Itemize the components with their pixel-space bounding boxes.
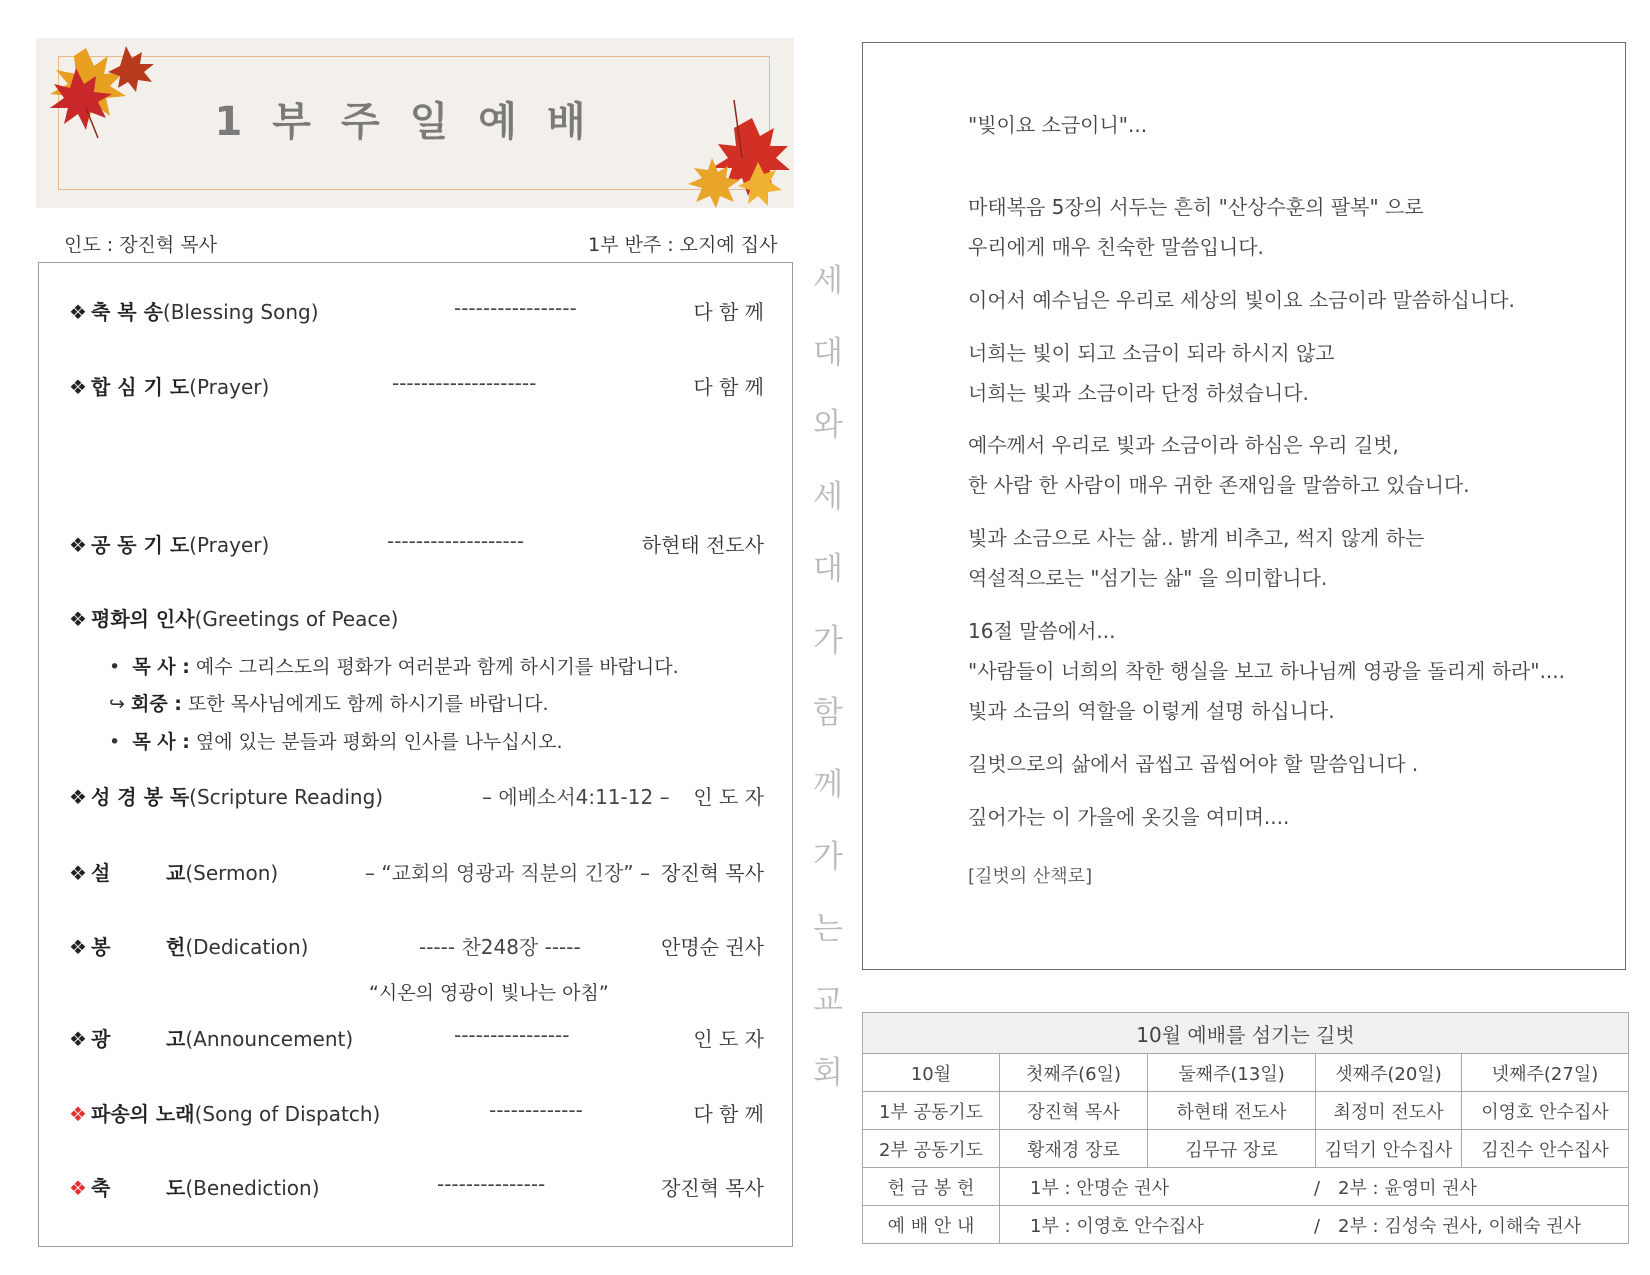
- note-line: 역설적으로는 "섬기는 삶" 을 의미합니다.: [968, 566, 1328, 590]
- order-item-benediction: ❖ 축 도(Benediction) --------------- 장진혁 목사: [69, 1172, 764, 1200]
- note-line: 빛과 소금으로 사는 삶.. 밝게 비추고, 썩지 않게 하는: [968, 526, 1425, 550]
- table-row: 1부 공동기도 장진혁 목사 하현태 전도사 최정미 전도사 이영호 안수집사: [863, 1092, 1629, 1130]
- note-line: 한 사람 한 사람이 매우 귀한 존재임을 말씀하고 있습니다.: [968, 473, 1470, 497]
- table-row: 예 배 안 내 1부 : 이영호 안수집사 / 2부 : 김성숙 권사, 이해숙 권사: [863, 1206, 1629, 1244]
- note-line: 길벗으로의 삶에서 곱씹고 곱씹어야 할 말씀입니다 .: [968, 752, 1419, 776]
- table-row: 2부 공동기도 황재경 장로 김무규 장로 김덕기 안수집사 김진수 안수집사: [863, 1130, 1629, 1168]
- table-row: 10월 첫째주(6일) 둘째주(13일) 셋째주(20일) 넷째주(27일): [863, 1054, 1629, 1092]
- diamond-icon: ❖: [69, 1027, 87, 1051]
- diamond-icon: ❖: [69, 607, 87, 631]
- hymn-subtitle: “시온의 영광이 빛나는 아침”: [369, 982, 609, 1004]
- greeting-line: • 목 사 : 예수 그리스도의 평화가 여러분과 함께 하시기를 바랍니다.: [109, 656, 679, 678]
- schedule-table: [862, 1012, 1629, 1244]
- table-row: 헌 금 봉 헌 1부 : 안명순 권사 / 2부 : 윤영미 권사: [863, 1168, 1629, 1206]
- diamond-icon: ❖: [69, 861, 87, 885]
- note-source: [길벗의 산책로]: [968, 866, 1093, 887]
- note-line: 우리에게 매우 친숙한 말씀입니다.: [968, 235, 1264, 259]
- leader-label: 인도 : 장진혁 목사: [64, 234, 217, 256]
- accompanist-label: 1부 반주 : 오지예 집사: [588, 234, 778, 256]
- schedule-title: 10월 예배를 섬기는 길벗: [863, 1013, 1629, 1054]
- title-banner: [36, 38, 794, 208]
- order-item-common-prayer: ❖ 공 동 기 도(Prayer) ------------------- 하현태 전도사: [69, 529, 764, 557]
- note-line: "사람들이 너희의 착한 행실을 보고 하나님께 영광을 돌리게 하라"....: [968, 659, 1566, 683]
- order-item-blessing-song: ❖ 축 복 송(Blessing Song) ----------------- 다 함 께: [69, 296, 764, 324]
- worship-order-box: [38, 262, 793, 1247]
- order-item-announcement: ❖ 광 고(Announcement) ---------------- 인 도 자: [69, 1023, 764, 1051]
- sermon-note-box: [862, 42, 1626, 970]
- note-line: 예수께서 우리로 빛과 소금이라 하심은 우리 길벗,: [968, 433, 1399, 457]
- order-item-scripture: ❖ 성 경 봉 독(Scripture Reading) – 에베소서4:11-12 – 인 도 자: [69, 785, 764, 809]
- note-line: 16절 말씀에서...: [968, 619, 1116, 643]
- order-item-prayer: ❖ 합 심 기 도(Prayer) -------------------- 다 함 께: [69, 371, 764, 399]
- order-item-greetings: ❖ 평화의 인사(Greetings of Peace): [69, 607, 399, 631]
- greeting-line: • 목 사 : 옆에 있는 분들과 평화의 인사를 나누십시오.: [109, 731, 563, 753]
- note-line: 너희는 빛이 되고 소금이 되라 하시지 않고: [968, 341, 1335, 365]
- vertical-motto: 세 대 와 세 대 가 함 께 가 는 교 회: [813, 263, 843, 1091]
- order-item-dedication: ❖ 봉 헌(Dedication) ----- 찬248장 ----- 안명순 권사: [69, 935, 764, 959]
- diamond-icon: ❖: [69, 300, 87, 324]
- note-line: 이어서 예수님은 우리로 세상의 빛이요 소금이라 말씀하십니다.: [968, 288, 1515, 312]
- diamond-icon: ❖: [69, 1176, 87, 1200]
- diamond-icon: ❖: [69, 935, 87, 959]
- order-item-sermon: ❖ 설 교(Sermon) – “교회의 영광과 직분의 긴장” – 장진혁 목사: [69, 861, 764, 885]
- diamond-icon: ❖: [69, 533, 87, 557]
- note-line: 너희는 빛과 소금이라 단정 하셨습니다.: [968, 381, 1309, 405]
- page-title: 1부주일예배: [214, 99, 616, 145]
- diamond-icon: ❖: [69, 1102, 87, 1126]
- note-title: "빛이요 소금이니"...: [968, 113, 1148, 137]
- diamond-icon: ❖: [69, 785, 87, 809]
- note-line: 빛과 소금의 역할을 이렇게 설명 하십니다.: [968, 699, 1335, 723]
- note-line: 마태복음 5장의 서두는 흔히 "산상수훈의 팔복" 으로: [968, 195, 1424, 219]
- greeting-line: ↪ 회중 : 또한 목사님에게도 함께 하시기를 바랍니다.: [109, 693, 549, 715]
- note-line: 깊어가는 이 가을에 옷깃을 여미며....: [968, 805, 1290, 829]
- diamond-icon: ❖: [69, 375, 87, 399]
- order-item-dispatch-song: ❖ 파송의 노래(Song of Dispatch) ------------- 다 함 께: [69, 1098, 764, 1126]
